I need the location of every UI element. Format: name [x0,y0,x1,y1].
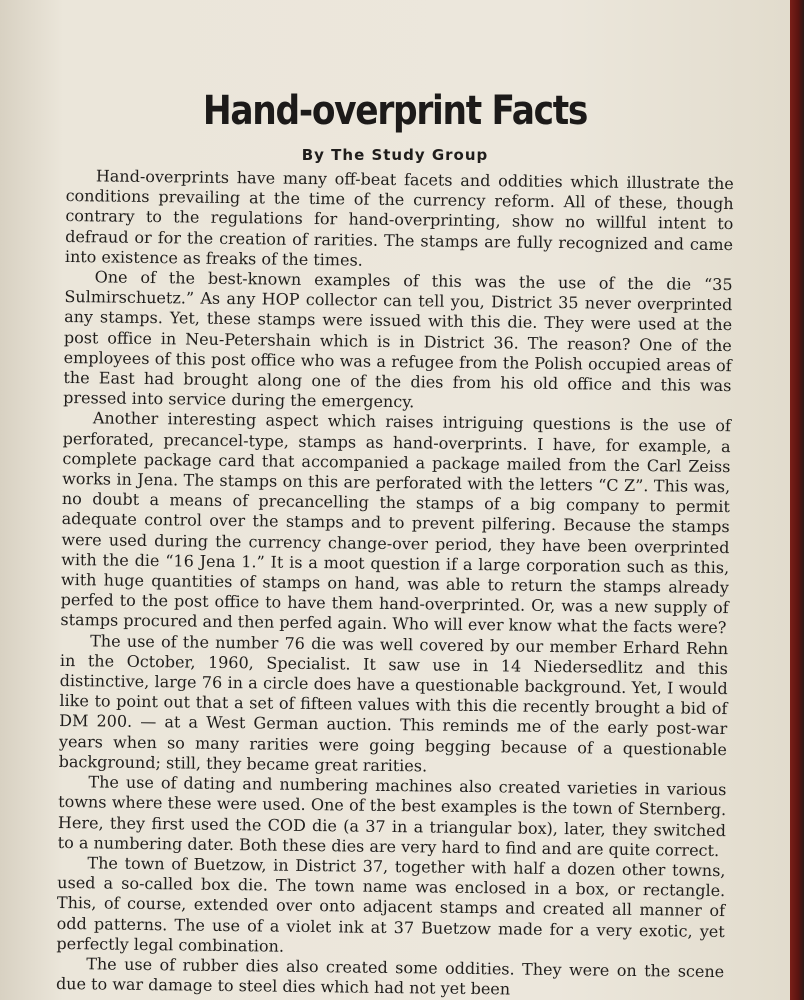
paragraph: The use of the number 76 die was well covered by our member Erhard Rehn in the October, 1960, Specialist. It saw use in 14 Niedersedlitz and this distinctive, large 76 in a circle does have a questionable background. Yet, I would like to point out that a set of fifteen values with this die recently brought a bid of DM 200. — at a West German auction. This reminds me of the early post-war years when so many rarities were going begging because of a questionable background; still, they became great rarities. [58,631,729,776]
book-cover-edge [790,0,804,1000]
article-byline: By The Study Group [301,146,489,164]
paragraph: Another interesting aspect which raises intriguing questions is the use of perforated, precancel-type, stamps as hand-overprints. I have, for example, a complete package card that accompanied a package mailed from the Carl Zeiss works in Jena. The stamps on this are perforated with the letters “C Z”. This was, no doubt a means of precancelling the stamps of a big company to permit adequate control over the stamps and to prevent pilfering. Because the stamps were used during the currency change-over period, they have been overprinted with the die “16 Jena 1.” It is a moot question if a large corporation such as this, with huge quantities of stamps on hand, was able to return the stamps already perfed to the post office to have them hand-overprinted. Or, was a new supply of stamps procured and then perfed again. Who will ever know what the facts were? [60,408,731,638]
article-title: Hand-overprint Facts [202,88,588,134]
paragraph: The town of Buetzow, in District 37, together with half a dozen other towns, used a so-called box die. The town name was enclosed in a box, or rectangle. This, of course, extended over onto adjacent stamps and created all manner of odd patterns. The use of a violet ink at 37 Buetzow made for a very exotic, yet perfectly legal combination. [56,853,726,956]
paragraph: The use of rubber dies also created some oddities. They were on the scene due to war damage to steel dies which had not yet been [55,954,725,999]
paragraph: One of the best-known examples of this was the use of the die “35 Sulmirschuetz.” As any HOP collector can tell you, District 35 never overprinted any stamps. Yet, these stamps were issued with this die. They were used at the post office in Neu-Petershain which is in District 36. The reason? One of the employees of this post office who was a refugee from the Polish occupied areas of the East had brought along one of the dies from his old office and this was pressed into service during the emergency. [63,267,733,412]
paragraph: The use of dating and numbering machines also created varieties in various towns where these were used. One of the best examples is the town of Sternberg. Here, they first used the COD die (a 37 in a triangular box), later, they switched to a numbering dater. Both these dies are very hard to find and are quite correct. [57,772,727,860]
paragraph: Hand-overprints have many off-beat facets and oddities which illustrate the conditions prevailing at the time of the currency reform. All of these, though contrary to the regulations for hand-overprinting, show no willful intent to defraud or for the creation of rarities. The stamps are fully recognized and came into existence as freaks of the times. [64,166,734,270]
article-body [56,166,734,1000]
